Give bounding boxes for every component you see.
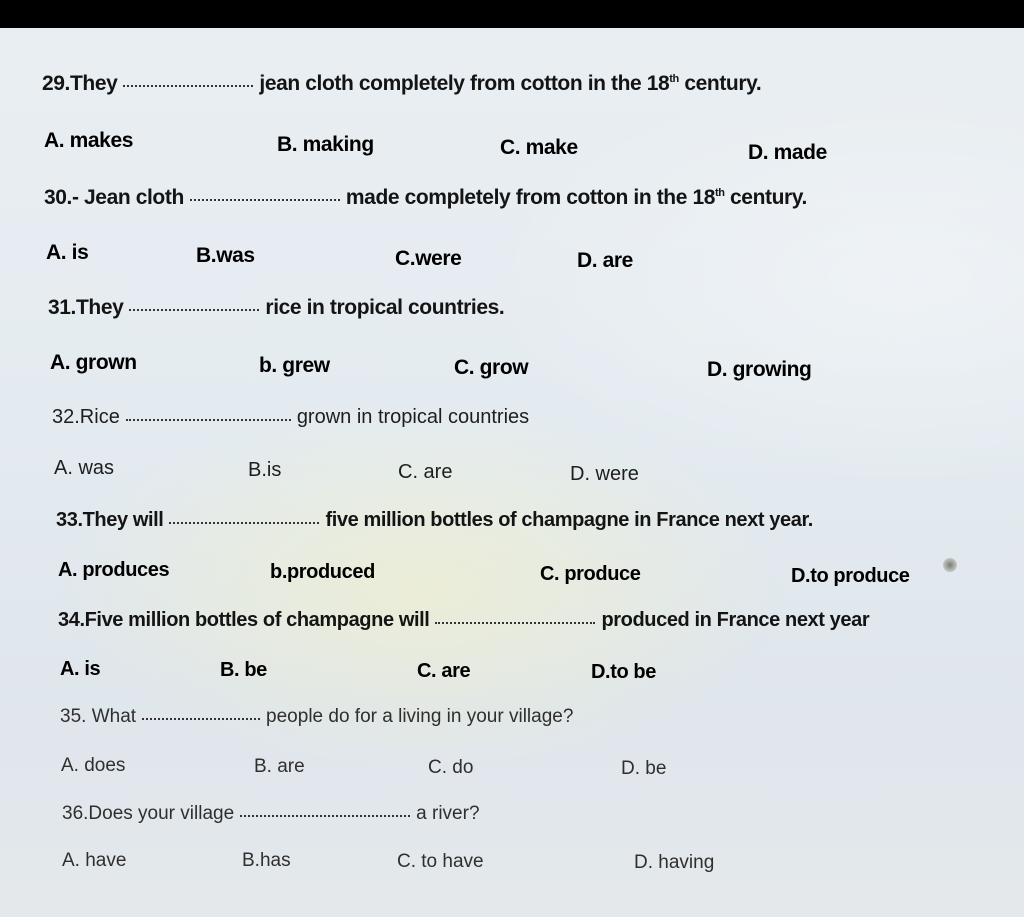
question-34-stem-end: produced in France next year [601,609,870,631]
answer-blank [169,522,319,524]
question-30-stem-tail: century. [730,186,807,209]
option-34-d: D.to be [591,661,656,683]
option-35-b: B. are [254,756,305,777]
question-31-stem-start: 31.They [48,296,124,319]
question-34-stem-start: 34.Five million bottles of champagne will [58,609,430,631]
question-33 [56,509,813,532]
option-31-c: C. grow [454,356,529,379]
question-32 [52,406,529,429]
option-30-a: A. is [46,241,89,264]
question-35-stem-end: people do for a living in your village? [266,706,574,727]
option-35-c: C. do [428,757,474,778]
option-32-a: A. was [54,457,115,479]
option-34-a: A. is [60,658,101,680]
option-35-d: D. be [621,758,667,779]
option-35-a: A. does [61,755,126,776]
option-31-b: b. grew [259,354,330,377]
answer-blank [190,199,340,201]
option-32-d: D. were [570,463,639,485]
option-34-b: B. be [220,659,267,681]
question-35 [60,706,573,728]
option-36-c: C. to have [397,851,484,872]
question-32-stem-end: grown in tropical countries [296,406,530,428]
option-33-d: D.to produce [791,565,910,587]
option-31-d: D. growing [707,358,812,381]
option-33-a: A. produces [58,559,170,581]
option-29-a: A. makes [44,129,134,152]
option-36-b: B.has [242,850,291,871]
answer-blank [126,419,291,421]
option-33-b: b.produced [270,561,375,583]
option-29-d: D. made [748,141,827,164]
question-32-stem-start: 32.Rice [52,406,120,428]
option-30-c: C.were [395,247,462,270]
ordinal-suffix: th [669,73,679,85]
question-33-stem-start: 33.They will [56,509,164,531]
option-31-a: A. grown [50,351,137,374]
question-30 [44,186,807,210]
option-34-c: C. are [417,660,471,682]
worksheet-page [0,28,1024,917]
answer-blank [240,815,410,817]
question-29-stem-tail: century. [684,72,762,95]
question-31-stem-end: rice in tropical countries. [265,296,505,319]
question-33-stem-end: five million bottles of champagne in France next year. [325,509,813,531]
option-29-c: C. make [500,136,578,159]
question-29-stem-start: 29.They [42,72,118,95]
ordinal-suffix: th [715,187,725,199]
answer-blank [142,718,260,720]
question-36-stem-end: a river? [416,803,480,824]
option-33-c: C. produce [540,563,641,585]
option-36-a: A. have [62,850,127,871]
option-30-d: D. are [577,249,633,272]
option-32-b: B.is [248,459,282,481]
question-35-stem-start: 35. What [60,706,137,727]
question-29-stem-end: jean cloth completely from cotton in the 18 [259,72,670,95]
question-30-stem-start: 30.- Jean cloth [44,186,184,209]
question-36-stem-start: 36.Does your village [62,803,235,824]
question-34 [58,609,869,632]
glare-spot [943,558,957,572]
option-32-c: C. are [398,461,453,483]
question-36 [62,803,480,825]
option-30-b: B.was [196,244,255,267]
option-29-b: B. making [277,133,374,156]
question-31 [48,296,504,320]
question-29 [42,72,761,96]
answer-blank [123,85,253,87]
answer-blank [435,622,595,624]
question-30-stem-end: made completely from cotton in the 18 [345,186,715,209]
option-36-d: D. having [634,852,715,873]
answer-blank [129,309,259,311]
top-black-bar [0,0,1024,28]
